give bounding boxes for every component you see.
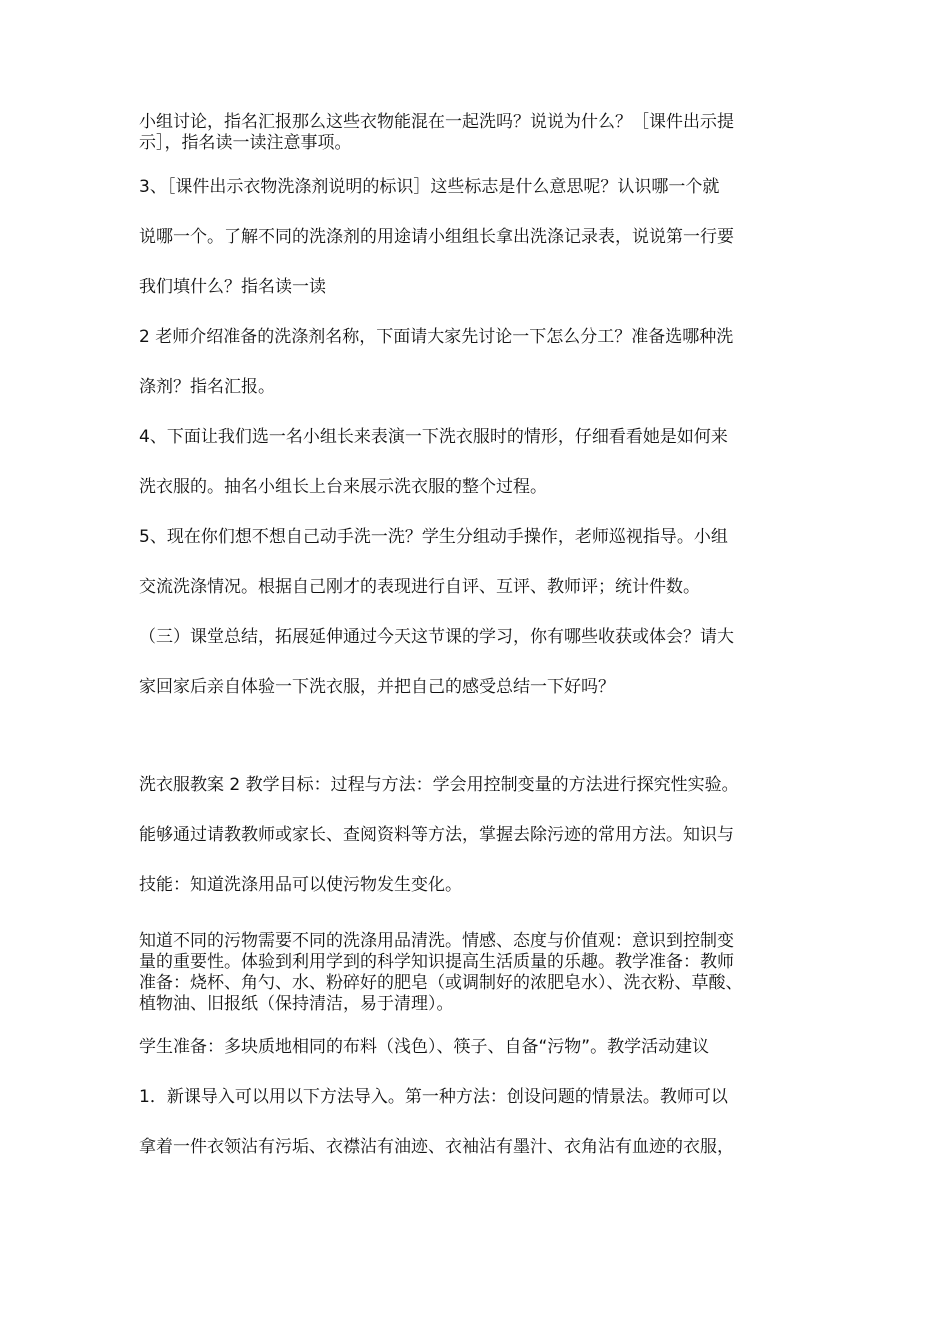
text-line: 1．新课导入可以用以下方法导入。第一种方法：创设问题的情景法。教师可以: [139, 1087, 728, 1107]
text-line: 量的重要性。体验到利用学到的科学知识提高生活质量的乐趣。教学准备：教师: [139, 952, 734, 972]
text-line: 知道不同的污物需要不同的洗涤用品清洗。情感、态度与价值观：意识到控制变: [139, 931, 734, 951]
text-line: 准备：烧杯、角勺、水、粉碎好的肥皂（或调制好的浓肥皂水）、洗衣粉、草酸、: [139, 973, 743, 993]
text-line: 植物油、旧报纸（保持清洁，易于清理）。: [139, 994, 454, 1014]
text-line: （三）课堂总结，拓展延伸通过今天这节课的学习，你有哪些收获或体会？请大: [139, 627, 734, 647]
text-line: 我们填什么？指名读一读: [139, 277, 326, 297]
text-line: 涤剂？指名汇报。: [139, 377, 275, 397]
text-line: 示］，指名读一读注意事项。: [139, 133, 352, 153]
text-line: 说哪一个。了解不同的洗涤剂的用途请小组组长拿出洗涤记录表，说说第一行要: [139, 227, 734, 247]
text-line: 小组讨论，指名汇报那么这些衣物能混在一起洗吗？说说为什么？［课件出示提: [139, 112, 734, 132]
text-line: 家回家后亲自体验一下洗衣服，并把自己的感受总结一下好吗？: [139, 677, 615, 697]
text-line: 洗衣服的。抽名小组长上台来展示洗衣服的整个过程。: [139, 477, 547, 497]
text-line: 拿着一件衣领沾有污垢、衣襟沾有油迹、衣袖沾有墨汁、衣角沾有血迹的衣服，: [139, 1137, 734, 1157]
text-line: 能够通过请教教师或家长、查阅资料等方法，掌握去除污迹的常用方法。知识与: [139, 825, 734, 845]
text-line: 学生准备：多块质地相同的布料（浅色）、筷子、自备“污物”。教学活动建议: [139, 1037, 710, 1057]
text-line: 4、下面让我们选一名小组长来表演一下洗衣服时的情形，仔细看看她是如何来: [139, 427, 728, 447]
text-line: 技能：知道洗涤用品可以使污物发生变化。: [139, 875, 462, 895]
text-line: 交流洗涤情况。根据自己刚才的表现进行自评、互评、教师评；统计件数。: [139, 577, 700, 597]
text-line: 3、［课件出示衣物洗涤剂说明的标识］这些标志是什么意思呢？认识哪一个就: [139, 177, 720, 197]
text-line: 5、现在你们想不想自己动手洗一洗？学生分组动手操作，老师巡视指导。小组: [139, 527, 728, 547]
text-line: 洗衣服教案 2 教学目标：过程与方法：学会用控制变量的方法进行探究性实验。: [139, 775, 739, 795]
text-line: 2 老师介绍准备的洗涤剂名称，下面请大家先讨论一下怎么分工？准备选哪种洗: [139, 327, 734, 347]
